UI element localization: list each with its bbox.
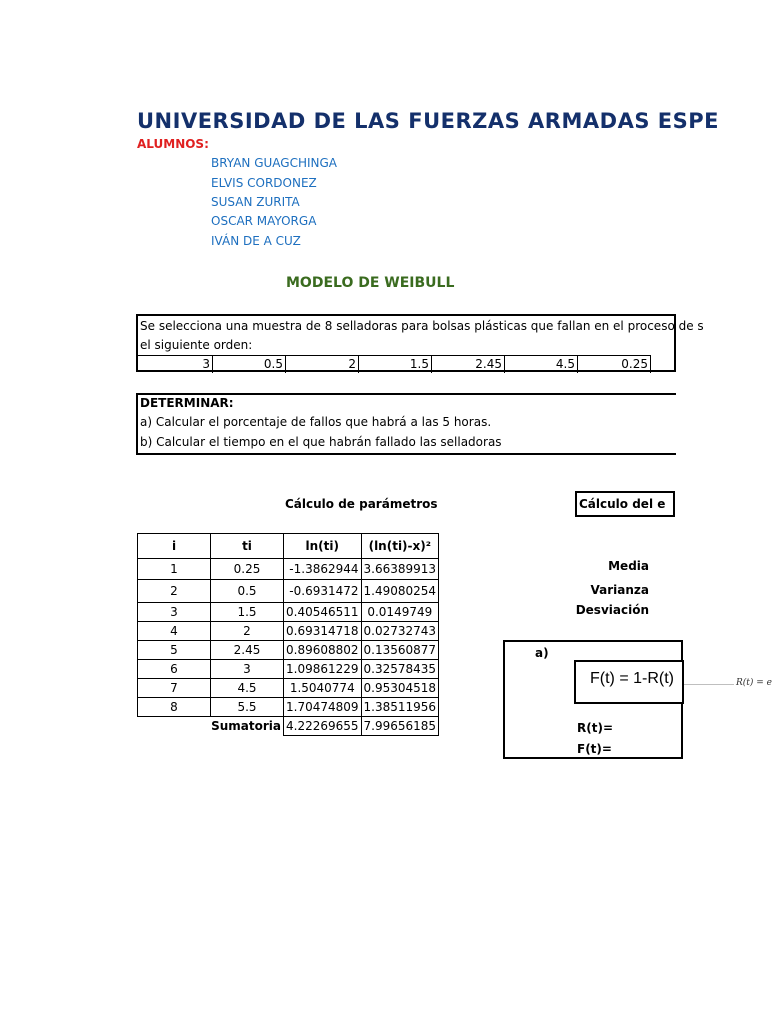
- failure-times-row: [138, 355, 651, 373]
- table-cell[interactable]: 1.70474809: [284, 698, 362, 717]
- ft-label: F(t)=: [577, 742, 612, 756]
- sum-sq-cell[interactable]: 7.99656185: [361, 717, 439, 736]
- table-cell[interactable]: 5: [138, 641, 211, 660]
- table-cell[interactable]: 0.32578435: [361, 660, 439, 679]
- table-cell[interactable]: 2.45: [211, 641, 284, 660]
- table-cell[interactable]: 4: [138, 622, 211, 641]
- desviacion-label: Desviación: [575, 603, 649, 617]
- table-cell[interactable]: 1.5040774: [284, 679, 362, 698]
- problem-text-line: Se selecciona una muestra de 8 selladoras para bolsas plásticas que fallan en el proceso de s: [140, 319, 704, 333]
- table-cell[interactable]: 4.5: [211, 679, 284, 698]
- part-a-label: a): [535, 646, 549, 660]
- table-cell[interactable]: 0.02732743: [361, 622, 439, 641]
- failure-time-cell[interactable]: 0.5: [213, 356, 286, 373]
- table-cell[interactable]: 0.69314718: [284, 622, 362, 641]
- table-header-row: [138, 534, 439, 559]
- table-cell[interactable]: 0.25: [211, 559, 284, 580]
- formula-connector: [684, 684, 734, 685]
- student-name: SUSAN ZURITA: [211, 195, 300, 209]
- failure-time-cell[interactable]: 1.5: [359, 356, 432, 373]
- question-a: a) Calcular el porcentaje de fallos que habrá a las 5 horas.: [140, 415, 492, 429]
- varianza-label: Varianza: [590, 583, 649, 597]
- table-cell[interactable]: 3: [211, 660, 284, 679]
- section-subtitle: MODELO DE WEIBULL: [286, 275, 455, 291]
- determinar-heading: DETERMINAR:: [140, 396, 234, 410]
- student-name: ELVIS CORDONEZ: [211, 176, 317, 190]
- student-name: BRYAN GUAGCHINGA: [211, 156, 338, 170]
- calc-section-box: [575, 491, 675, 517]
- table-cell[interactable]: 2: [211, 622, 284, 641]
- table-cell[interactable]: 0.13560877: [361, 641, 439, 660]
- table-row: [138, 641, 439, 660]
- failure-time-cell[interactable]: 4.5: [505, 356, 578, 373]
- failure-time-cell[interactable]: 2.45: [432, 356, 505, 373]
- column-header: ln(ti): [284, 534, 362, 559]
- sum-row: [138, 717, 439, 736]
- table-cell[interactable]: 3: [138, 603, 211, 622]
- table-cell[interactable]: 0.40546511: [284, 603, 362, 622]
- table-cell[interactable]: -0.6931472: [284, 580, 362, 603]
- column-header: ti: [211, 534, 284, 559]
- table-cell[interactable]: 8: [138, 698, 211, 717]
- sum-ln-cell[interactable]: 4.22269655: [284, 717, 362, 736]
- table-row: [138, 660, 439, 679]
- table-cell[interactable]: 1.5: [211, 603, 284, 622]
- table-cell[interactable]: 6: [138, 660, 211, 679]
- table-cell[interactable]: -1.3862944: [284, 559, 362, 580]
- table-cell[interactable]: 1.09861229: [284, 660, 362, 679]
- table-cell[interactable]: 0.0149749: [361, 603, 439, 622]
- table-cell[interactable]: 0.89608802: [284, 641, 362, 660]
- table-row: [138, 559, 439, 580]
- formula-box: [574, 660, 684, 704]
- student-name: OSCAR MAYORGA: [211, 214, 317, 228]
- column-header: (ln(ti)-x)²: [361, 534, 439, 559]
- calc-section-label: Cálculo del e: [579, 497, 666, 511]
- problem-statement-box: [136, 314, 704, 372]
- student-name: IVÁN DE A CUZ: [211, 234, 301, 248]
- table-row: [138, 679, 439, 698]
- table-row: [138, 580, 439, 603]
- table-row: [138, 622, 439, 641]
- failure-time-cell[interactable]: 3: [138, 356, 213, 373]
- determinar-box: [136, 393, 676, 455]
- media-label: Media: [608, 559, 649, 573]
- rt-label: R(t)=: [577, 721, 613, 735]
- params-section-label: Cálculo de parámetros: [285, 497, 438, 511]
- students-label: ALUMNOS:: [137, 137, 209, 151]
- table-cell[interactable]: 3.66389913: [361, 559, 439, 580]
- question-b: b) Calcular el tiempo en el que habrán fallado las selladoras: [140, 435, 502, 449]
- problem-text-line: el siguiente orden:: [140, 338, 253, 352]
- table-cell[interactable]: 0.5: [211, 580, 284, 603]
- table-cell[interactable]: 1.38511956: [361, 698, 439, 717]
- table-row: [138, 603, 439, 622]
- page-title: UNIVERSIDAD DE LAS FUERZAS ARMADAS ESPE: [137, 109, 719, 133]
- table-cell[interactable]: 5.5: [211, 698, 284, 717]
- failure-time-cell[interactable]: 2: [286, 356, 359, 373]
- table-cell[interactable]: 2: [138, 580, 211, 603]
- reliability-formula: R(t) = e: [736, 678, 772, 688]
- failure-time-cell[interactable]: 0.25: [578, 356, 651, 373]
- table-cell[interactable]: 1.49080254: [361, 580, 439, 603]
- table-cell[interactable]: 7: [138, 679, 211, 698]
- column-header: i: [138, 534, 211, 559]
- table-cell[interactable]: 1: [138, 559, 211, 580]
- sum-label: Sumatoria: [211, 719, 281, 734]
- table-row: [138, 698, 439, 717]
- table-cell[interactable]: 0.95304518: [361, 679, 439, 698]
- weibull-table: [137, 533, 439, 736]
- formula-text: F(t) = 1-R(t): [590, 670, 674, 687]
